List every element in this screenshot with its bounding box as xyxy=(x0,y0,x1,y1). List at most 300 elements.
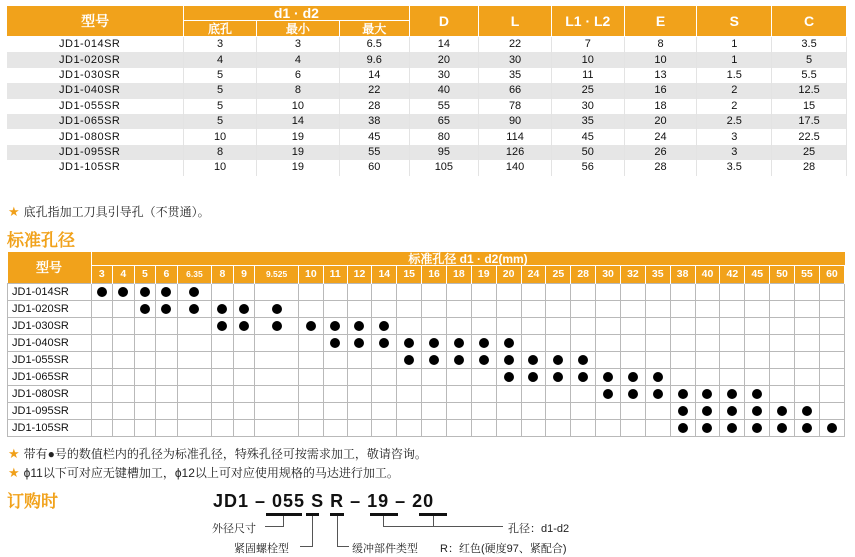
bore-cell xyxy=(471,403,496,420)
bore-cell xyxy=(471,352,496,369)
standard-dot-icon xyxy=(479,338,489,348)
bore-cell xyxy=(134,352,156,369)
bore-cell xyxy=(177,403,211,420)
bore-cell xyxy=(596,369,621,386)
bore-cell xyxy=(645,352,670,369)
bore-cell xyxy=(571,284,596,301)
bore-cell xyxy=(620,318,645,335)
standard-dot-icon xyxy=(777,406,787,416)
section-standard-bore: 标准孔径 xyxy=(7,231,75,250)
standard-bore-table xyxy=(7,252,845,437)
value-cell: 5 xyxy=(184,83,257,98)
value-cell: 13 xyxy=(624,68,697,83)
bore-cell xyxy=(720,420,745,437)
size-header: 8 xyxy=(212,266,234,284)
bore-cell xyxy=(233,386,255,403)
bore-cell xyxy=(233,352,255,369)
standard-dot-icon xyxy=(306,321,316,331)
bore-cell xyxy=(113,335,135,352)
bore-cell xyxy=(372,318,397,335)
standard-dot-icon xyxy=(239,321,249,331)
standard-dot-icon xyxy=(189,304,199,314)
size-header: 20 xyxy=(496,266,521,284)
value-cell: 126 xyxy=(479,145,552,160)
bore-cell xyxy=(770,335,795,352)
size-header: 35 xyxy=(645,266,670,284)
value-cell: 7 xyxy=(551,37,624,53)
bore-cell xyxy=(113,403,135,420)
bore-cell xyxy=(645,369,670,386)
bore-cell xyxy=(571,420,596,437)
bore-cell xyxy=(819,318,844,335)
model-cell: JD1-014SR xyxy=(7,37,184,53)
value-cell: 10 xyxy=(624,52,697,67)
standard-dot-icon xyxy=(528,355,538,365)
bore-cell xyxy=(496,335,521,352)
value-cell: 1 xyxy=(697,37,772,53)
leader-d1-v xyxy=(383,516,384,526)
bore-cell xyxy=(446,369,471,386)
standard-dot-icon xyxy=(189,287,199,297)
bore-cell xyxy=(596,318,621,335)
value-cell: 18 xyxy=(624,99,697,114)
model-cell: JD1-080SR xyxy=(7,129,184,144)
bore-cell xyxy=(113,420,135,437)
bore-cell xyxy=(255,284,299,301)
value-cell: 50 xyxy=(551,145,624,160)
standard-dot-icon xyxy=(504,338,514,348)
table-row xyxy=(7,83,847,98)
bore-cell xyxy=(571,352,596,369)
bore-cell xyxy=(113,301,135,318)
bore-cell xyxy=(233,369,255,386)
bore-cell xyxy=(596,386,621,403)
standard-dot-icon xyxy=(678,406,688,416)
value-cell: 14 xyxy=(256,114,339,129)
bore-cell xyxy=(571,301,596,318)
bore-cell xyxy=(745,284,770,301)
size-header: 9 xyxy=(233,266,255,284)
bore-cell xyxy=(521,352,546,369)
note-standard-dots: ★ 带有●号的数值栏内的孔径为标准孔径，特殊孔径可按需求加工，敬请咨询。 xyxy=(8,446,427,461)
bore-cell xyxy=(496,420,521,437)
standard-dot-icon xyxy=(161,304,171,314)
table-row xyxy=(7,160,847,175)
value-cell: 24 xyxy=(624,129,697,144)
bore-cell xyxy=(571,386,596,403)
bore-cell xyxy=(422,386,447,403)
bore-cell xyxy=(298,352,323,369)
standard-dot-icon xyxy=(140,304,150,314)
bore-cell xyxy=(720,352,745,369)
value-cell: 1.5 xyxy=(697,68,772,83)
bore-cell xyxy=(298,386,323,403)
leader-buffer-v xyxy=(337,516,338,546)
bore-cell xyxy=(347,386,372,403)
bore-cell xyxy=(91,318,113,335)
value-cell: 65 xyxy=(409,114,479,129)
bore-cell xyxy=(255,369,299,386)
bore-cell xyxy=(323,386,347,403)
value-cell: 66 xyxy=(479,83,552,98)
bore-cell xyxy=(571,403,596,420)
size-header: 10 xyxy=(298,266,323,284)
standard-dot-icon xyxy=(161,287,171,297)
size-header: 55 xyxy=(795,266,820,284)
value-cell: 5.5 xyxy=(772,68,847,83)
standard-dot-icon xyxy=(752,389,762,399)
value-cell: 25 xyxy=(772,145,847,160)
table-row xyxy=(7,114,847,129)
bore-cell xyxy=(446,301,471,318)
underline-d1 xyxy=(370,513,398,516)
bore-cell xyxy=(770,403,795,420)
bore-cell xyxy=(323,301,347,318)
bore-cell xyxy=(670,352,695,369)
size-header: 45 xyxy=(745,266,770,284)
size-header: 50 xyxy=(770,266,795,284)
bore-cell xyxy=(422,284,447,301)
bore-cell xyxy=(819,352,844,369)
value-cell: 15 xyxy=(772,99,847,114)
value-cell: 12.5 xyxy=(772,83,847,98)
bore-cell xyxy=(620,352,645,369)
bore-cell xyxy=(323,403,347,420)
header-L: L xyxy=(479,6,552,37)
value-cell: 17.5 xyxy=(772,114,847,129)
value-cell: 10 xyxy=(256,99,339,114)
header-min: 最小 xyxy=(256,21,339,37)
value-cell: 3 xyxy=(256,37,339,53)
bore-cell xyxy=(177,420,211,437)
model-cell: JD1-020SR xyxy=(8,301,92,318)
standard-dot-icon xyxy=(802,406,812,416)
bore-cell xyxy=(372,352,397,369)
value-cell: 40 xyxy=(409,83,479,98)
bore-cell xyxy=(372,386,397,403)
bore-cell xyxy=(770,369,795,386)
standard-dot-icon xyxy=(239,304,249,314)
standard-dot-icon xyxy=(653,389,663,399)
model-cell: JD1-055SR xyxy=(7,99,184,114)
bore-cell xyxy=(670,301,695,318)
bore-cell xyxy=(795,420,820,437)
standard-dot-icon xyxy=(727,423,737,433)
standard-dot-icon xyxy=(727,406,737,416)
bore-cell xyxy=(670,284,695,301)
model-cell: JD1-020SR xyxy=(7,52,184,67)
bore-cell xyxy=(546,335,571,352)
bore-cell xyxy=(298,420,323,437)
table-row xyxy=(8,369,845,386)
bore-cell xyxy=(422,420,447,437)
bore-cell xyxy=(819,369,844,386)
bore-cell xyxy=(670,386,695,403)
bore-cell xyxy=(670,335,695,352)
star-icon: ★ xyxy=(8,204,20,219)
standard-dot-icon xyxy=(702,389,712,399)
bore-cell xyxy=(496,318,521,335)
standard-dot-icon xyxy=(802,423,812,433)
bore-cell xyxy=(212,369,234,386)
bore-cell xyxy=(471,420,496,437)
bore-cell xyxy=(134,403,156,420)
bore-cell xyxy=(546,420,571,437)
bore-cell xyxy=(546,386,571,403)
bore-cell xyxy=(596,284,621,301)
bore-cell xyxy=(212,335,234,352)
value-cell: 60 xyxy=(339,160,409,175)
bore-cell xyxy=(422,335,447,352)
size-header: 9.525 xyxy=(255,266,299,284)
label-outer-size: 外径尺寸 xyxy=(212,523,256,535)
bore-cell xyxy=(156,301,178,318)
bore-cell xyxy=(620,386,645,403)
model-cell: JD1-065SR xyxy=(8,369,92,386)
bore-cell xyxy=(496,284,521,301)
value-cell: 5 xyxy=(184,99,257,114)
bore-cell xyxy=(156,420,178,437)
header-D: D xyxy=(409,6,479,37)
bore-cell xyxy=(372,335,397,352)
standard-dot-icon xyxy=(603,372,613,382)
bore-cell xyxy=(596,335,621,352)
value-cell: 5 xyxy=(184,68,257,83)
bore-cell xyxy=(446,403,471,420)
value-cell: 45 xyxy=(339,129,409,144)
value-cell: 45 xyxy=(551,129,624,144)
size-header: 42 xyxy=(720,266,745,284)
value-cell: 22 xyxy=(339,83,409,98)
bore-cell xyxy=(177,318,211,335)
bore-cell xyxy=(372,301,397,318)
bore-cell xyxy=(255,403,299,420)
bore-cell xyxy=(471,386,496,403)
bore-cell xyxy=(720,318,745,335)
table-row xyxy=(8,335,845,352)
value-cell: 6.5 xyxy=(339,37,409,53)
bore-cell xyxy=(620,284,645,301)
size-header: 14 xyxy=(372,266,397,284)
header-E: E xyxy=(624,6,697,37)
bore-cell xyxy=(695,301,720,318)
bore-cell xyxy=(177,386,211,403)
size-header: 16 xyxy=(422,266,447,284)
bore-cell xyxy=(496,403,521,420)
value-cell: 19 xyxy=(256,160,339,175)
bore-cell xyxy=(397,386,422,403)
standard-dot-icon xyxy=(217,321,227,331)
bore-cell xyxy=(795,318,820,335)
bore-cell xyxy=(546,318,571,335)
bore-cell xyxy=(471,284,496,301)
bore-cell xyxy=(819,335,844,352)
bore-cell xyxy=(446,318,471,335)
bore-cell xyxy=(795,369,820,386)
bore-cell xyxy=(255,301,299,318)
bore-cell xyxy=(255,386,299,403)
bore-cell xyxy=(720,403,745,420)
bore-cell xyxy=(795,335,820,352)
bore-cell xyxy=(212,301,234,318)
bore-cell xyxy=(298,301,323,318)
bore-cell xyxy=(397,318,422,335)
bore-cell xyxy=(571,318,596,335)
value-cell: 25 xyxy=(551,83,624,98)
header-model-2: 型号 xyxy=(8,252,92,284)
bore-cell xyxy=(372,420,397,437)
leader-d2-v xyxy=(433,516,434,526)
bore-cell xyxy=(446,352,471,369)
label-bore: 孔径：d1-d2 xyxy=(508,523,570,535)
bore-cell xyxy=(156,352,178,369)
model-cell: JD1-105SR xyxy=(8,420,92,437)
value-cell: 3 xyxy=(697,145,772,160)
note-bottom-hole: ★ 底孔指加工刀具引导孔（不贯通）。 xyxy=(8,204,210,219)
model-cell: JD1-014SR xyxy=(8,284,92,301)
model-cell: JD1-105SR xyxy=(7,160,184,175)
bore-cell xyxy=(720,301,745,318)
bore-cell xyxy=(156,386,178,403)
value-cell: 11 xyxy=(551,68,624,83)
bore-cell xyxy=(323,369,347,386)
standard-dot-icon xyxy=(504,355,514,365)
bore-cell xyxy=(819,403,844,420)
bore-cell xyxy=(212,386,234,403)
bore-cell xyxy=(91,369,113,386)
bore-cell xyxy=(233,403,255,420)
bore-cell xyxy=(596,420,621,437)
leader-bore-h xyxy=(383,526,503,527)
bore-cell xyxy=(620,420,645,437)
bore-cell xyxy=(695,403,720,420)
value-cell: 5 xyxy=(772,52,847,67)
bore-cell xyxy=(645,335,670,352)
bore-cell xyxy=(255,352,299,369)
standard-dot-icon xyxy=(777,423,787,433)
standard-dot-icon xyxy=(653,372,663,382)
bore-cell xyxy=(212,403,234,420)
bore-cell xyxy=(113,284,135,301)
value-cell: 55 xyxy=(339,145,409,160)
bore-cell xyxy=(620,369,645,386)
standard-dot-icon xyxy=(429,338,439,348)
bore-cell xyxy=(91,284,113,301)
bore-cell xyxy=(695,386,720,403)
model-cell: JD1-030SR xyxy=(8,318,92,335)
value-cell: 28 xyxy=(772,160,847,175)
bore-cell xyxy=(471,335,496,352)
standard-dot-icon xyxy=(330,321,340,331)
bore-cell xyxy=(397,420,422,437)
bore-cell xyxy=(521,301,546,318)
bore-cell xyxy=(323,335,347,352)
header-L1L2: L1 · L2 xyxy=(551,6,624,37)
bore-cell xyxy=(819,420,844,437)
bore-cell xyxy=(620,301,645,318)
bore-cell xyxy=(422,403,447,420)
bore-cell xyxy=(446,386,471,403)
value-cell: 105 xyxy=(409,160,479,175)
value-cell: 10 xyxy=(551,52,624,67)
bore-cell xyxy=(177,335,211,352)
bore-cell xyxy=(255,318,299,335)
bore-cell xyxy=(521,369,546,386)
model-cell: JD1-095SR xyxy=(8,403,92,420)
dimension-table xyxy=(7,6,847,176)
bore-cell xyxy=(177,369,211,386)
value-cell: 2 xyxy=(697,99,772,114)
standard-dot-icon xyxy=(678,389,688,399)
value-cell: 3 xyxy=(697,129,772,144)
bore-cell xyxy=(720,335,745,352)
bore-cell xyxy=(546,369,571,386)
standard-dot-icon xyxy=(140,287,150,297)
standard-dot-icon xyxy=(118,287,128,297)
value-cell: 19 xyxy=(256,129,339,144)
bore-cell xyxy=(645,386,670,403)
bore-cell xyxy=(670,369,695,386)
value-cell: 14 xyxy=(339,68,409,83)
model-cell: JD1-055SR xyxy=(8,352,92,369)
size-header: 6.35 xyxy=(177,266,211,284)
size-header: 15 xyxy=(397,266,422,284)
bore-cell xyxy=(347,352,372,369)
bore-cell xyxy=(113,352,135,369)
bore-cell xyxy=(770,318,795,335)
model-cell: JD1-030SR xyxy=(7,68,184,83)
bore-cell xyxy=(91,386,113,403)
value-cell: 2 xyxy=(697,83,772,98)
bore-cell xyxy=(546,352,571,369)
bore-cell xyxy=(372,403,397,420)
table-row xyxy=(8,403,845,420)
size-header: 25 xyxy=(546,266,571,284)
bore-cell xyxy=(521,335,546,352)
bore-cell xyxy=(521,318,546,335)
bore-cell xyxy=(645,420,670,437)
bore-cell xyxy=(397,284,422,301)
bore-cell xyxy=(695,369,720,386)
bore-cell xyxy=(471,318,496,335)
header-d1d2: d1 · d2 xyxy=(184,6,409,21)
bore-cell xyxy=(91,301,113,318)
label-buffer-type: 缓冲部件类型 xyxy=(352,543,418,555)
size-header: 5 xyxy=(134,266,156,284)
value-cell: 28 xyxy=(339,99,409,114)
bore-cell xyxy=(695,284,720,301)
standard-dot-icon xyxy=(454,355,464,365)
bore-cell xyxy=(521,386,546,403)
order-code: JD1 – 055 S R – 19 – 20 xyxy=(213,491,435,511)
standard-dot-icon xyxy=(429,355,439,365)
standard-dot-icon xyxy=(354,338,364,348)
bore-cell xyxy=(212,318,234,335)
bore-cell xyxy=(720,369,745,386)
bore-cell xyxy=(795,284,820,301)
size-header: 30 xyxy=(596,266,621,284)
table-row xyxy=(7,37,847,53)
bore-cell xyxy=(156,403,178,420)
value-cell: 20 xyxy=(624,114,697,129)
bore-cell xyxy=(770,420,795,437)
bore-cell xyxy=(298,403,323,420)
value-cell: 8 xyxy=(624,37,697,53)
value-cell: 10 xyxy=(184,129,257,144)
bore-cell xyxy=(347,420,372,437)
model-cell: JD1-040SR xyxy=(7,83,184,98)
bore-cell xyxy=(156,284,178,301)
